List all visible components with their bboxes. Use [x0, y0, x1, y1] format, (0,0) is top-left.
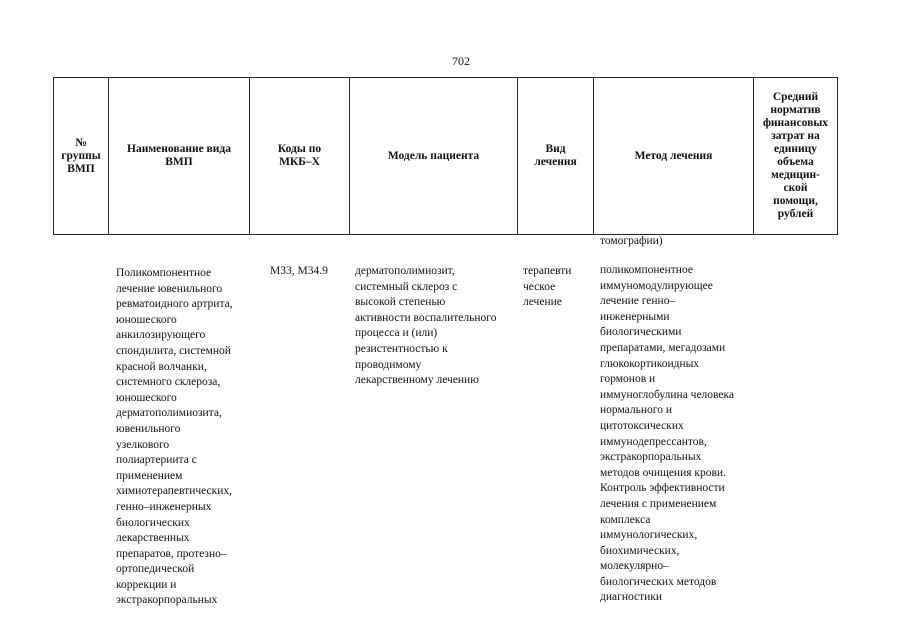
cell-patient-model: дерматополимиозит, системный склероз с высокой степенью активности воспалительного процесса и (или) резистентностью к проводимому лекарственному лечению [355, 265, 497, 387]
continued-text: томографии) [600, 235, 663, 247]
header-patient-model: Модель пациента [349, 77, 518, 235]
cell-vmp-name: Поликомпонентное лечение ювенильного ревматоидного артрита, юношеского анкилозирующего спондилита, системной красной волчанки, системного склероза, юношеского дерматополимиозита, ювенильного узелкового полиартериита с применением химиотерапевтических, генно–инженерных биологических лекарственных препаратов, протезно– ортопедической коррекции и экстракорпоральных [116, 267, 233, 607]
cell-icd-codes: M33, M34.9 [270, 265, 328, 277]
header-average-cost: Средний норматив финансовых затрат на единицу объема медицин- ской помощи, рублей [753, 77, 838, 235]
table-header [53, 77, 838, 235]
header-vmp-name: Наименование вида ВМП [108, 77, 250, 235]
page-number: 702 [452, 54, 470, 68]
header-treatment-type: Вид лечения [517, 77, 594, 235]
header-icd-codes: Коды по МКБ–Х [249, 77, 350, 235]
cell-treatment-method: поликомпонентное иммуномодулирующее лечение генно– инженерными биологическими препаратами, мегадозами глюкокортикоидных гормонов и иммуноглобулина человека нормального и цитотоксических иммунодепрессантов, экстракорпоральных методов очищения крови. Контроль эффективности лечения с применением комплекса иммунологических, биохимических, молекулярно– биологических методов диагностики [600, 264, 735, 604]
cell-treatment-type: терапевти ческое лечение [523, 265, 572, 309]
header-group-number: № группы ВМП [53, 77, 109, 235]
header-treatment-method: Метод лечения [593, 77, 754, 235]
